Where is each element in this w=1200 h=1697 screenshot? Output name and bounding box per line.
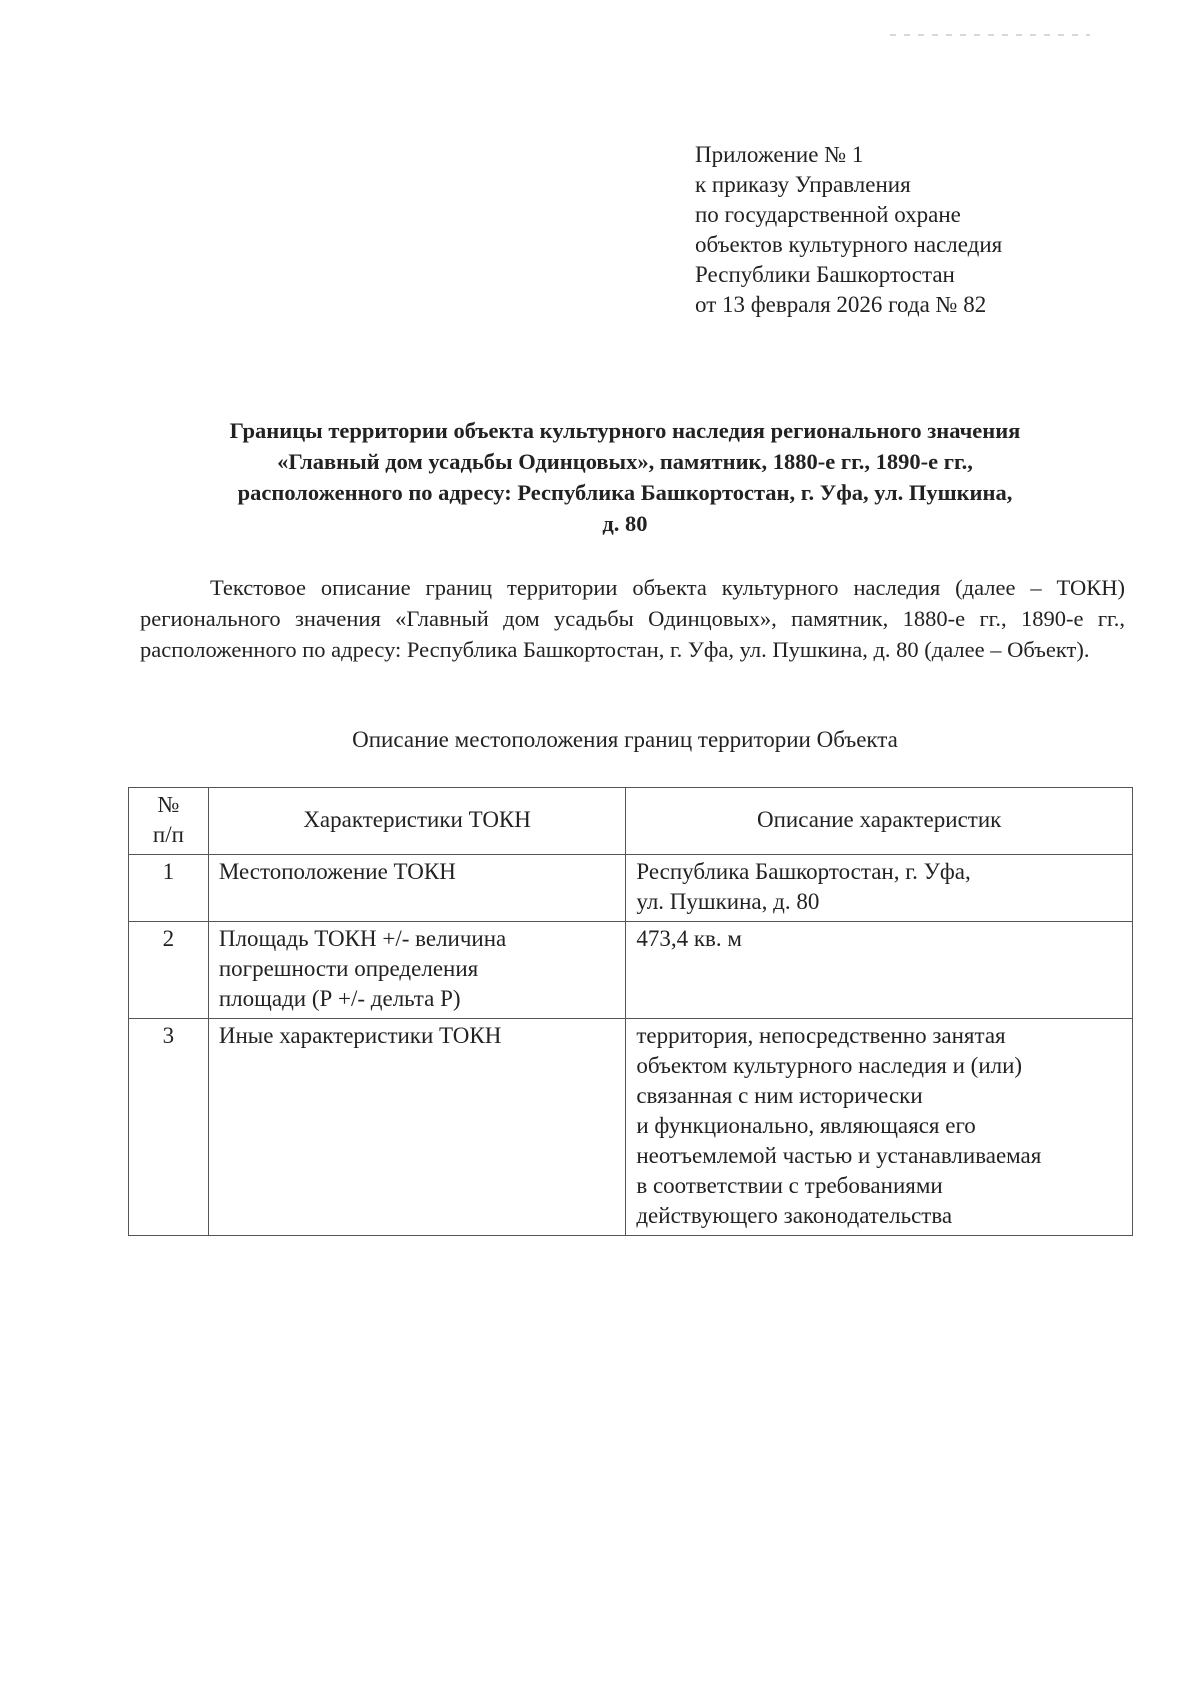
cell-line: действующего законодательства	[636, 1203, 953, 1228]
header-characteristic: Характеристики ТОКН	[208, 788, 625, 855]
cell-line: Иные характеристики ТОКН	[218, 1023, 502, 1048]
table-caption: Описание местоположения границ территории Объекта	[352, 727, 898, 752]
appendix-line: по государственной охране	[695, 202, 961, 227]
row-characteristic	[208, 855, 625, 922]
cell-line: связанная с ним исторически	[636, 1083, 923, 1108]
table-header-row	[129, 788, 1133, 855]
cell-line: объектом культурного наследия и (или)	[636, 1053, 1023, 1078]
row-characteristic	[208, 1019, 625, 1236]
title-line: расположенного по адресу: Республика Башкортостан, г. Уфа, ул. Пушкина,	[237, 480, 1013, 505]
table-row	[129, 1019, 1133, 1236]
row-number: 1	[129, 855, 209, 922]
row-description	[626, 922, 1133, 1019]
row-number: 3	[129, 1019, 209, 1236]
appendix-line: Республики Башкортостан	[695, 262, 955, 287]
row-description	[626, 855, 1133, 922]
cell-line: погрешности определения	[218, 956, 479, 981]
description-paragraph: Текстовое описание границ территории объекта культурного наследия (далее – ТОКН) регионального значения «Главный дом усадьбы Одинцовых», памятник, 1880-е гг., 1890-е гг., расположенного по адресу: Республика Башкортостан, г. Уфа, ул. Пушкина, д. 80 (далее – Объект).	[140, 575, 1125, 662]
scan-artifact	[890, 34, 1090, 36]
header-number-line: п/п	[152, 822, 184, 847]
appendix-header	[695, 140, 1002, 320]
cell-line: и функционально, являющаяся его	[636, 1113, 976, 1138]
appendix-line: от 13 февраля 2026 года № 82	[695, 292, 987, 317]
document-title	[130, 415, 1120, 539]
cell-line: неотъемлемой частью и устанавливаемая	[636, 1143, 1042, 1168]
title-line: д. 80	[602, 511, 648, 536]
title-line: «Главный дом усадьбы Одинцовых», памятник, 1880-е гг., 1890-е гг.,	[277, 449, 973, 474]
cell-line: территория, непосредственно занятая	[636, 1023, 1006, 1048]
row-characteristic	[208, 922, 625, 1019]
header-number	[129, 788, 209, 855]
row-description	[626, 1019, 1133, 1236]
table-row	[129, 922, 1133, 1019]
title-line: Границы территории объекта культурного наследия регионального значения	[229, 418, 1021, 443]
appendix-line: объектов культурного наследия	[695, 232, 1003, 257]
header-number-line: №	[157, 792, 180, 817]
cell-line: Местоположение ТОКН	[218, 859, 456, 884]
cell-line: площади (Р +/- дельта Р)	[218, 986, 461, 1011]
header-description: Описание характеристик	[626, 788, 1133, 855]
cell-line: Республика Башкортостан, г. Уфа,	[636, 859, 971, 884]
appendix-line: к приказу Управления	[695, 172, 911, 197]
row-number: 2	[129, 922, 209, 1019]
cell-line: ул. Пушкина, д. 80	[636, 889, 820, 914]
cell-line: 473,4 кв. м	[636, 926, 742, 951]
appendix-line: Приложение № 1	[695, 142, 864, 167]
characteristics-table	[128, 787, 1133, 1236]
cell-line: в соответствии с требованиями	[636, 1173, 943, 1198]
table-row	[129, 855, 1133, 922]
cell-line: Площадь ТОКН +/- величина	[218, 926, 507, 951]
